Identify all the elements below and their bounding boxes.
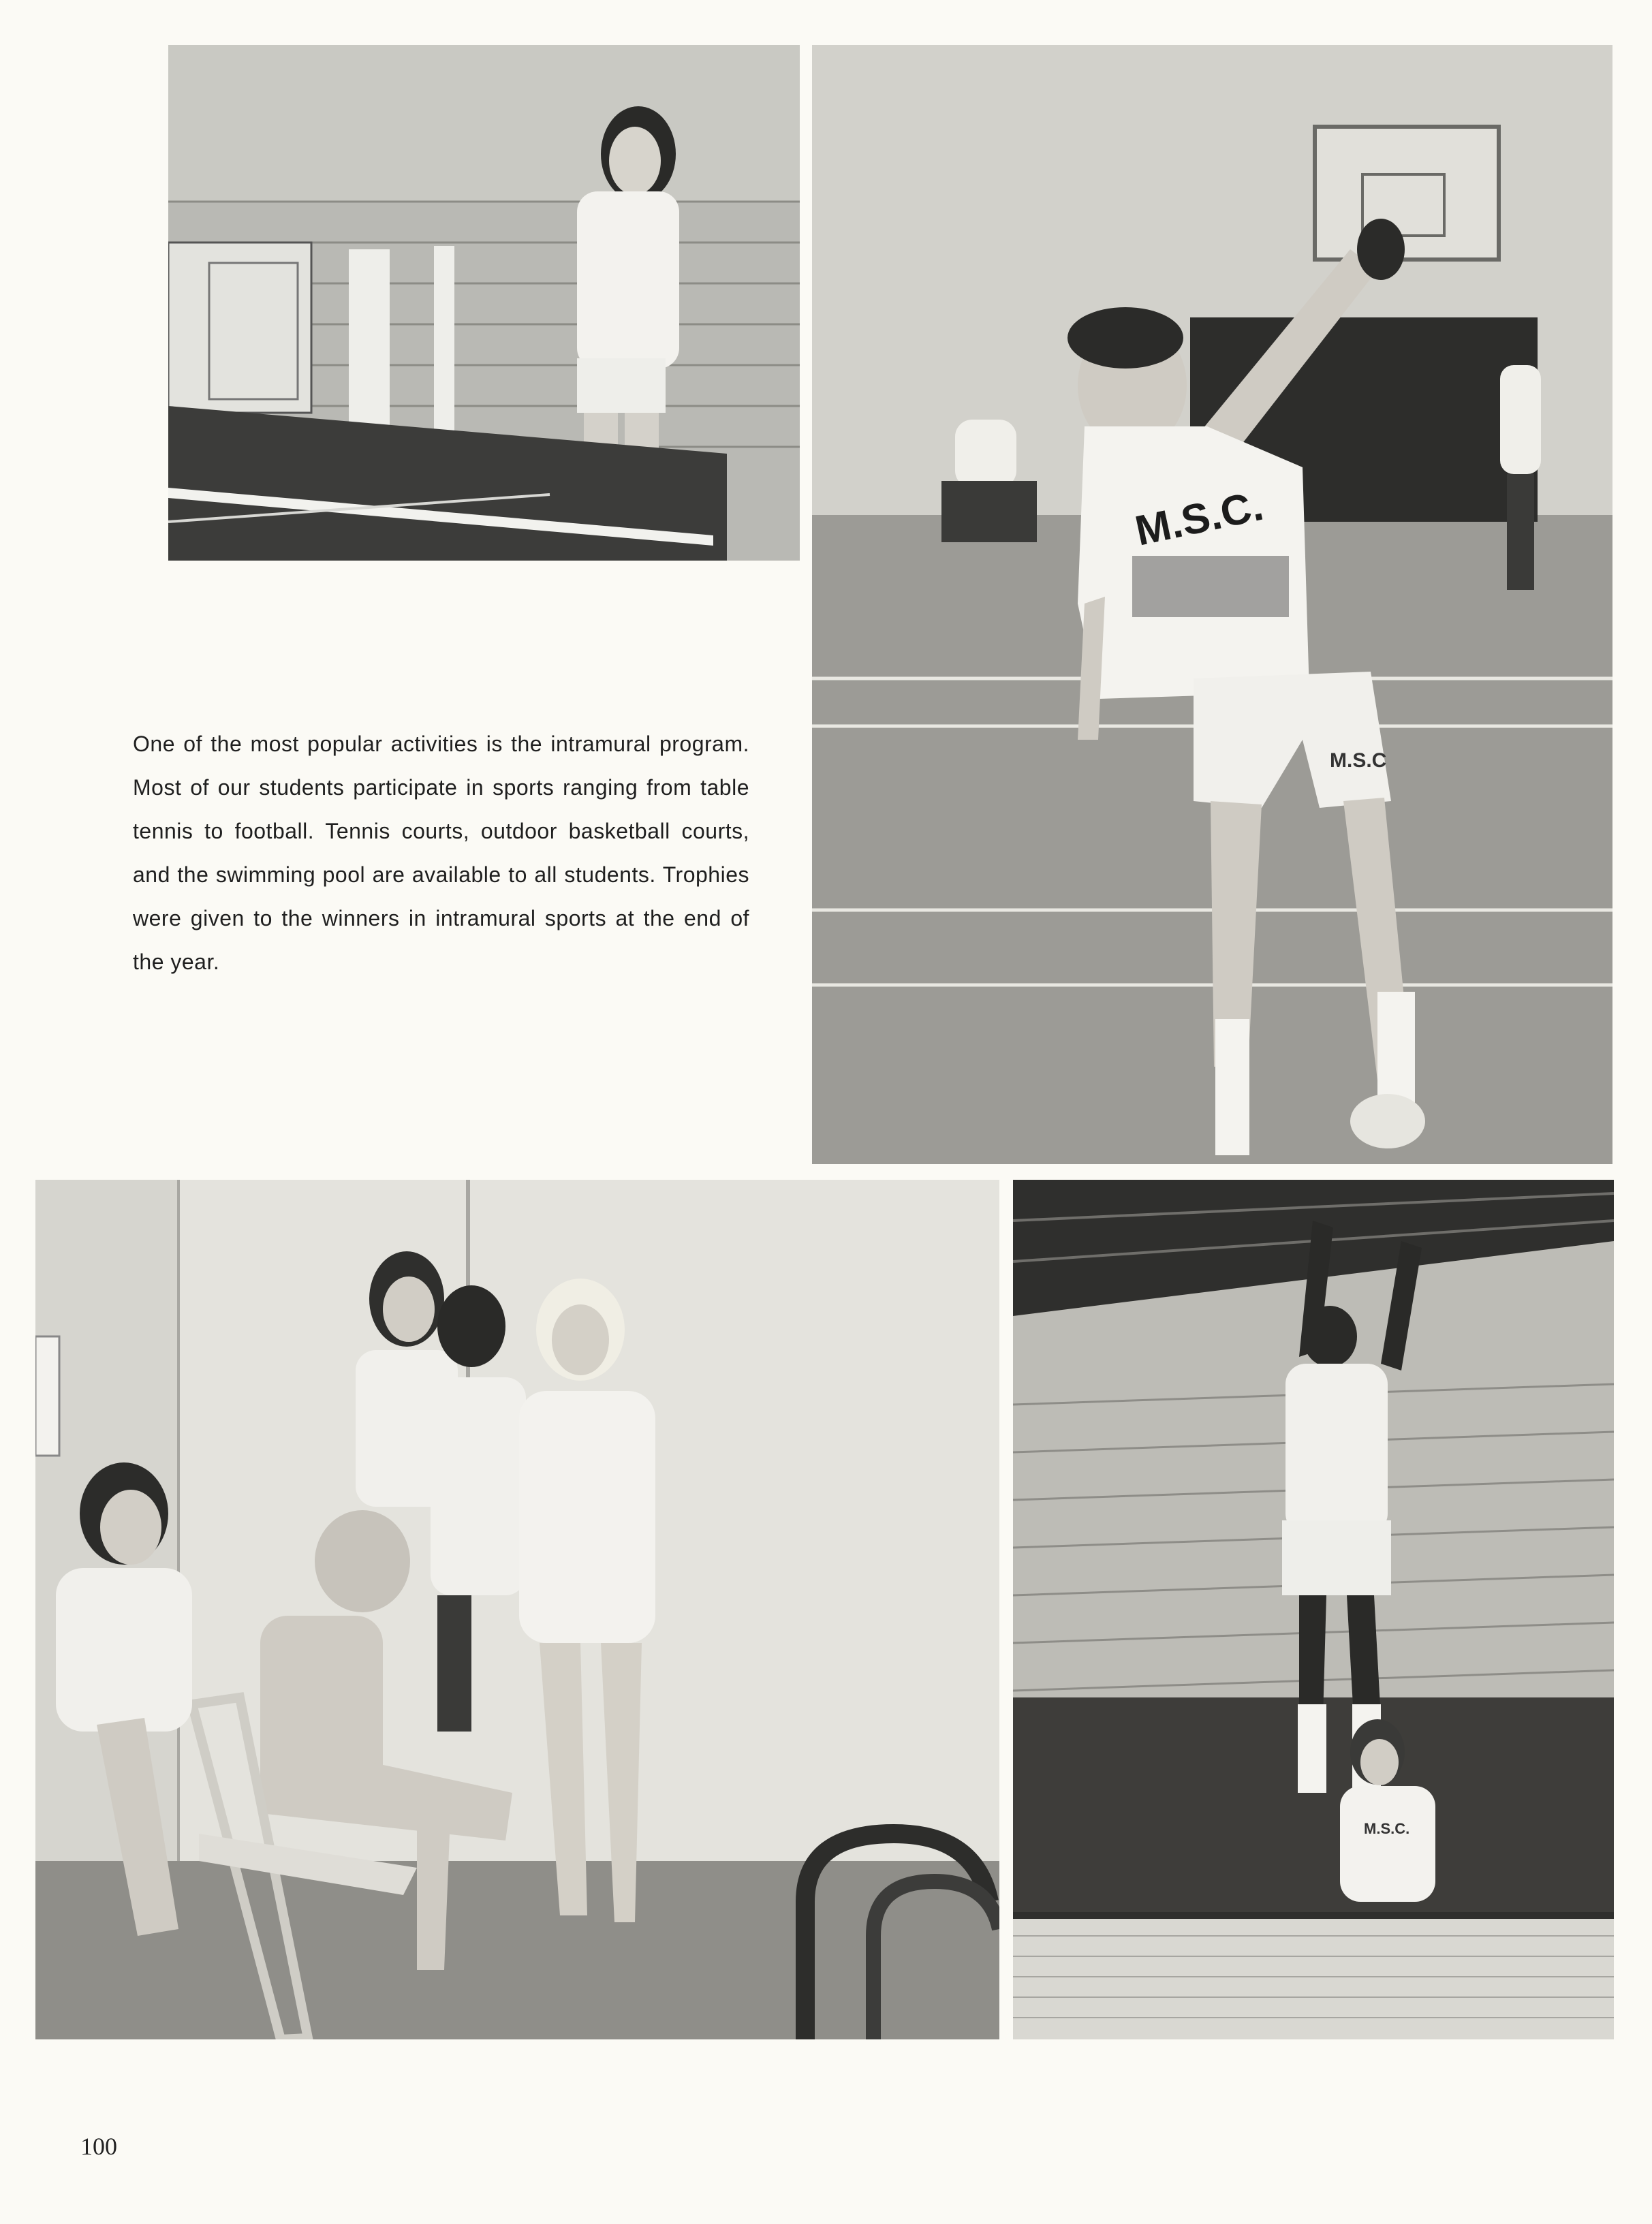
gym-shirt-text: M.S.C. (1131, 482, 1268, 555)
page-number: 100 (80, 2133, 117, 2160)
gym-throw-image (812, 45, 1612, 1164)
trampoline-image (1013, 1180, 1614, 2039)
photo-gym-throw (812, 45, 1612, 1164)
photo-table-tennis (168, 45, 800, 561)
table-tennis-image (168, 45, 800, 561)
photo-trampoline (1013, 1180, 1614, 2039)
photo-pool-group (35, 1180, 999, 2039)
pool-group-image (35, 1180, 999, 2039)
intramural-caption: One of the most popular activities is the intramural program. Most of our students participate in sports ranging from table tennis to football. Tennis courts, outdoor basketball courts, and the swimming pool are available to all students. Trophies were given to the winners in intramural sports at the end of the year. (133, 732, 749, 974)
trampoline-shirt-text: M.S.C. (1364, 1820, 1410, 1837)
gym-shorts-text: M.S.C (1330, 749, 1387, 772)
